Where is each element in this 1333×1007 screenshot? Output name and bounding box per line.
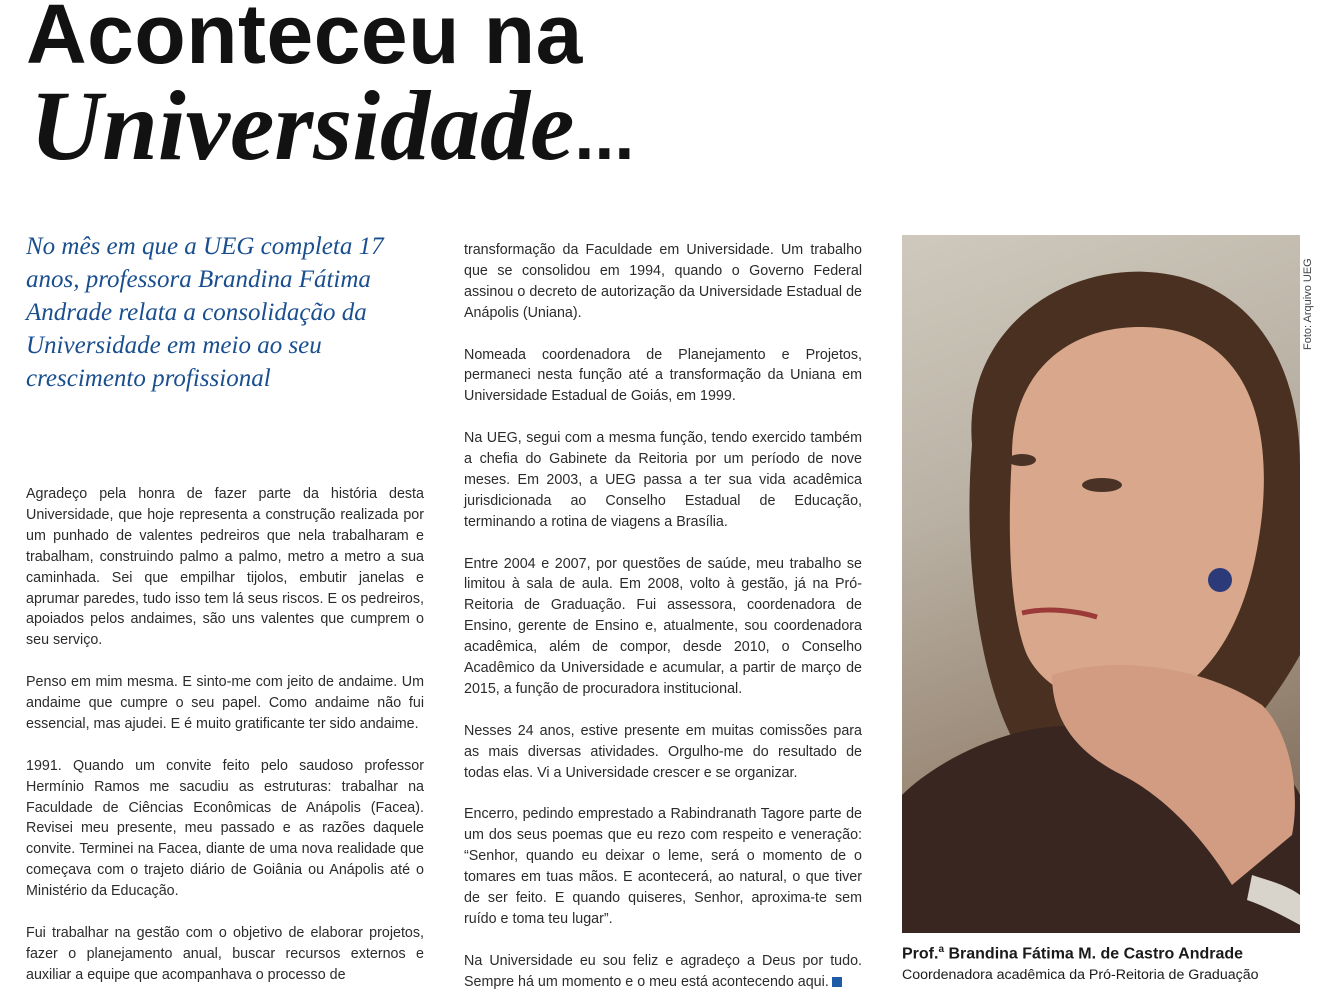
paragraph: Encerro, pedindo emprestado a Rabindranath Tagore parte de um dos seus poemas que eu rezo com respeito e veneração: “Senhor, quando eu deixar o leme, será o momento de o tomares em tuas mãos. E acontecerá, ao natural, o que tiver de ser feito. E quando quiseres, Senhor, aproxima-te sem ruído e toma teu lugar”.	[464, 806, 862, 927]
headline-line-1: Aconteceu na	[26, 0, 583, 81]
paragraph: transformação da Faculdade em Universidade. Um trabalho que se consolidou em 1994, quando o Governo Federal assinou o decreto de autorização da Universidade Estadual de Anápolis (Uniana).	[464, 242, 862, 321]
right-eye	[1008, 454, 1036, 466]
caption-superscript: a	[938, 944, 945, 955]
headline-ellipsis: ...	[574, 95, 635, 175]
paragraph: Na UEG, segui com a mesma função, tendo exercido também a chefia do Gabinete da Reitoria por um período de nove meses. Em 2003, a UEG passa a ter sua vida acadêmica jurisdicionada ao Conselho Estadual de Educação, terminando a rotina de viagens a Brasília.	[464, 430, 862, 530]
paragraph: Nomeada coordenadora de Planejamento e Projetos, permaneci nesta função até a transformação da Uniana em Universidade Estadual de Goiás, em 1999.	[464, 346, 862, 405]
closing-paragraph	[464, 951, 862, 993]
left-eye	[1082, 478, 1122, 492]
end-of-article-mark	[832, 977, 842, 987]
closing-text: Na Universidade eu sou feliz e agradeço a Deus por tudo. Sempre há um momento e o meu está acontecendo aqui.	[464, 952, 862, 990]
headline-line-2	[30, 70, 635, 181]
earring	[1208, 568, 1232, 592]
article-column-1	[26, 484, 424, 1007]
caption-role: Coordenadora acadêmica da Pró-Reitoria de Graduação	[902, 967, 1259, 983]
portrait-illustration	[902, 235, 1300, 933]
intro-lead: No mês em que a UEG completa 17 anos, professora Brandina Fátima Andrade relata a consolidação da Universidade em meio ao seu crescimento profissional	[26, 233, 384, 392]
caption-fullname: Brandina Fátima M. de Castro Andrade	[944, 945, 1244, 963]
paragraph: Agradeço pela honra de fazer parte da história desta Universidade, que hoje representa a construção realizada por um punhado de valentes pedreiros que nela trabalharam e trabalham, construindo palmo a palmo, metro a metro a sua caminhada. Sei que empilhar tijolos, embutir janelas e aprumar paredes, tudo isso tem lá seus riscos. E os pedreiros, apoiados pelos andaimes, são uns valentes que cumprem o seu serviço.	[26, 486, 424, 649]
article-column-2	[464, 240, 862, 993]
portrait-photo	[902, 235, 1300, 933]
paragraph: 1991. Quando um convite feito pelo saudoso professor Hermínio Ramos me sacudiu as estruturas: trabalhar na Faculdade de Ciências Econômicas de Anápolis (Facea). Revisei meu presente, meu passado e as razões daquele convite. Terminei na Facea, diante de uma nova realidade que começava com o trajeto diário de Goiânia ou Anápolis até o Ministério da Educação.	[26, 757, 424, 900]
caption-prefix: Prof.	[902, 945, 939, 963]
caption-name	[902, 944, 1243, 963]
headline-word: Universidade	[30, 70, 575, 181]
photo-credit: Foto: Arquivo UEG	[1302, 258, 1314, 350]
paragraph: Fui trabalhar na gestão com o objetivo de elaborar projetos, fazer o planejamento anual, buscar recursos externos e auxiliar a equipe que acompanhava o processo de	[26, 924, 424, 983]
paragraph: Entre 2004 e 2007, por questões de saúde, meu trabalho se limitou à sala de aula. Em 2008, volto à gestão, já na Pró-Reitoria de Graduação. Fui assessora, coordenadora de Ensino, gerente de Ensino e, atualmente, sou coordenadora acadêmica, além de compor, desde 2010, o Conselho Acadêmico da Universidade e acumular, a partir de março de 2015, a função de procuradora institucional.	[464, 555, 862, 697]
paragraph: Penso em mim mesma. E sinto-me com jeito de andaime. Um andaime que cumpre o seu papel. Como andaime não fui essencial, mas ajudei. E é muito gratificante ter sido andaime.	[26, 674, 424, 732]
paragraph: Nesses 24 anos, estive presente em muitas comissões para as mais diversas atividades. Orgulho-me do resultado de todas elas. Vi a Universidade crescer e se organizar.	[464, 722, 862, 781]
